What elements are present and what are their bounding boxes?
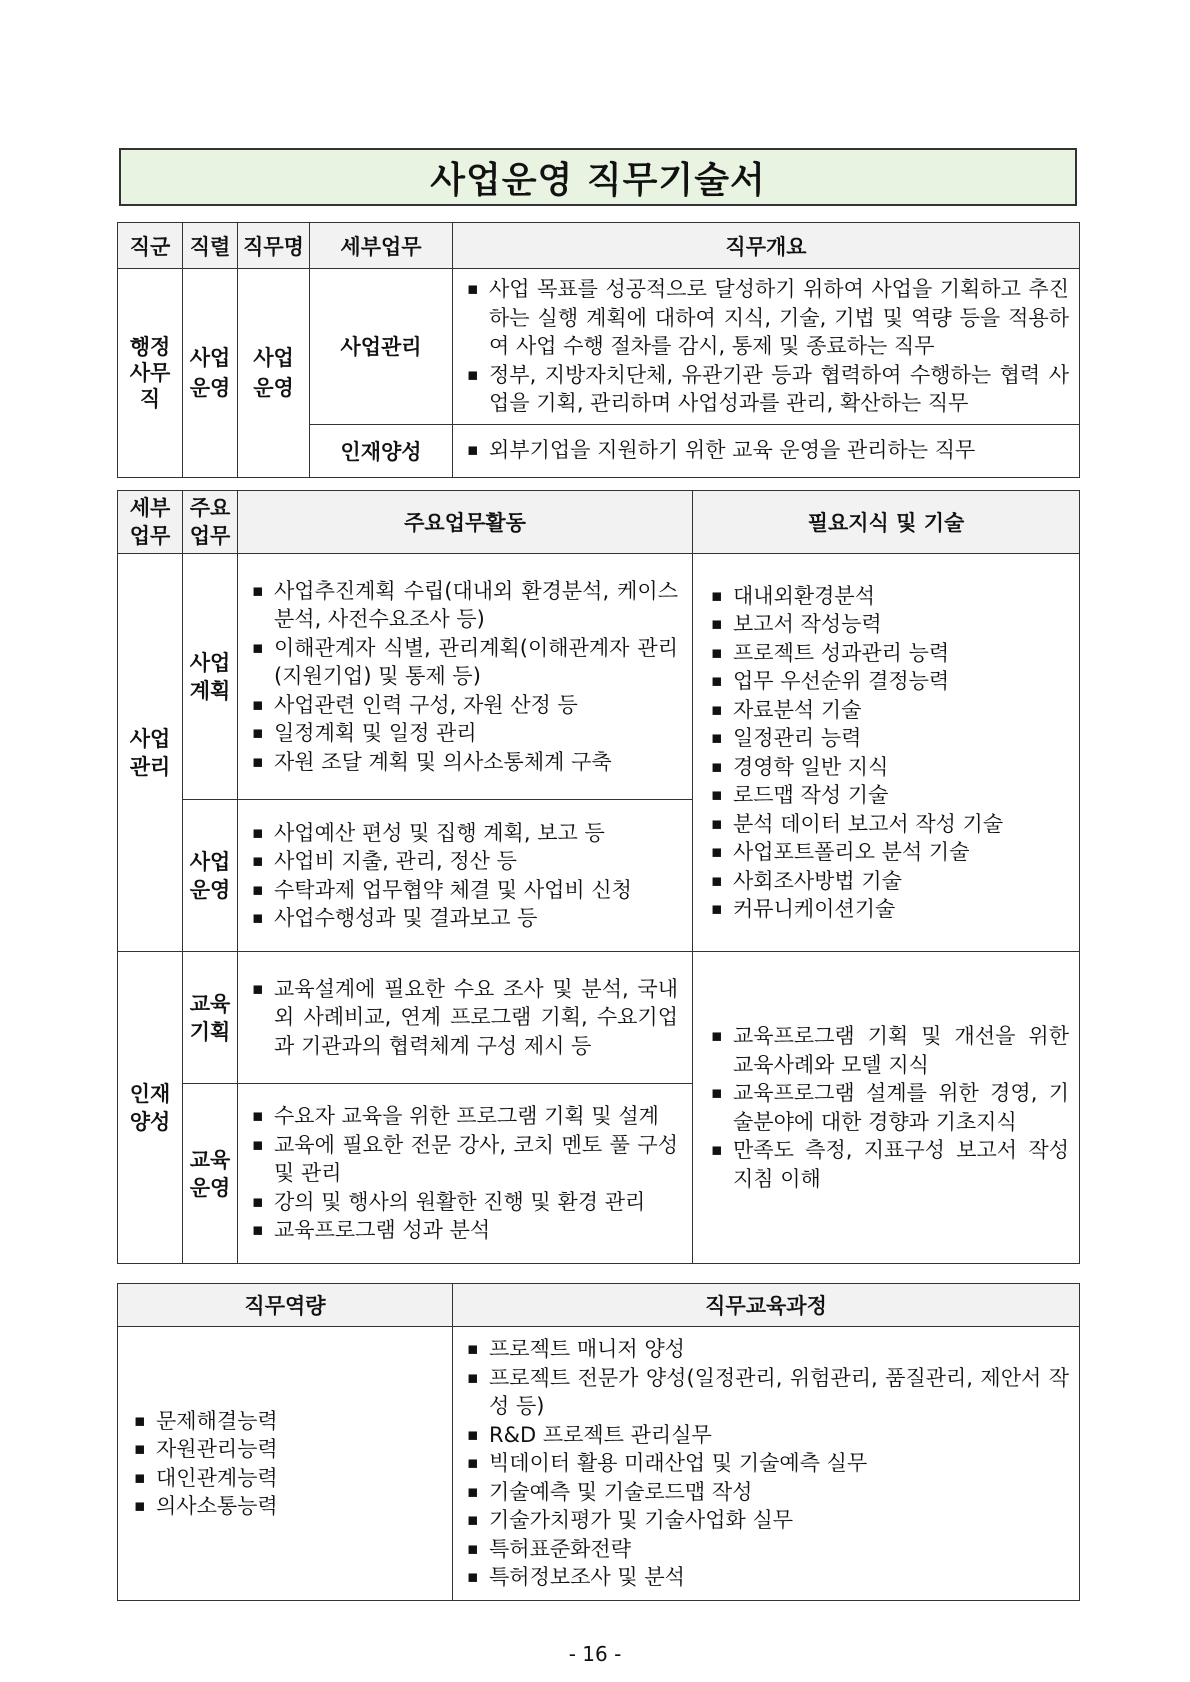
list-item: ▪ 프로젝트 매니저 양성 bbox=[463, 1335, 1069, 1364]
list-item: ▪ 교육에 필요한 전문 강사, 코치 멘토 풀 구성 및 관리 bbox=[248, 1131, 678, 1188]
activities-cell bbox=[238, 952, 693, 1084]
header-main-task: 주요 업무 bbox=[183, 491, 238, 554]
header-activities: 주요업무활동 bbox=[238, 491, 693, 554]
job-activities-table bbox=[117, 490, 1080, 1264]
page-number: - 16 - bbox=[568, 1642, 622, 1666]
list-item: ▪ 정부, 지방자치단체, 유관기관 등과 협력하여 수행하는 협력 사업을 기획, 관리하며 사업성과를 관리, 확산하는 직무 bbox=[463, 361, 1069, 418]
list-item: ▪ 로드맵 작성 기술 bbox=[707, 781, 1069, 810]
list-item: ▪ 대인관계능력 bbox=[130, 1464, 442, 1493]
list-item: ▪ 특허정보조사 및 분석 bbox=[463, 1563, 1069, 1592]
main-task-cell: 사업 계획 bbox=[183, 554, 238, 800]
detail-task-cell: 사업 관리 bbox=[118, 554, 183, 952]
list-item: ▪ 업무 우선순위 결정능력 bbox=[707, 667, 1069, 696]
header-job: 직무명 bbox=[238, 223, 310, 269]
list-item: ▪ 수요자 교육을 위한 프로그램 기획 및 설계 bbox=[248, 1102, 678, 1131]
header-knowledge: 필요지식 및 기술 bbox=[693, 491, 1080, 554]
list-item: ▪ 일정계획 및 일정 관리 bbox=[248, 719, 678, 748]
list-item: ▪ 대내외환경분석 bbox=[707, 582, 1069, 611]
activities-cell bbox=[238, 800, 693, 952]
list-item: ▪ 분석 데이터 보고서 작성 기술 bbox=[707, 810, 1069, 839]
header-detail-task: 세부 업무 bbox=[118, 491, 183, 554]
header-group: 직군 bbox=[118, 223, 183, 269]
list-item: ▪ 사업수행성과 및 결과보고 등 bbox=[248, 904, 678, 933]
knowledge-cell bbox=[693, 554, 1080, 952]
header-overview: 직무개요 bbox=[453, 223, 1080, 269]
list-item: ▪ 사업예산 편성 및 집행 계획, 보고 등 bbox=[248, 819, 678, 848]
job-overview-table bbox=[117, 222, 1080, 478]
list-item: ▪ 만족도 측정, 지표구성 보고서 작성 지침 이해 bbox=[707, 1136, 1069, 1193]
header-series: 직렬 bbox=[183, 223, 238, 269]
detail-task-cell: 인재 양성 bbox=[118, 952, 183, 1264]
list-item: ▪ 사업관련 인력 구성, 자원 산정 등 bbox=[248, 691, 678, 720]
list-item: ▪ 경영학 일반 지식 bbox=[707, 753, 1069, 782]
knowledge-cell bbox=[693, 952, 1080, 1264]
document-title: 사업운영 직무기술서 bbox=[430, 159, 766, 201]
activities-cell bbox=[238, 1084, 693, 1264]
job-name: 사업 운영 bbox=[253, 345, 294, 400]
list-item: ▪ 강의 및 행사의 원활한 진행 및 환경 관리 bbox=[248, 1188, 678, 1217]
list-item: ▪ 이해관계자 식별, 관리계획(이해관계자 관리(지원기업) 및 통제 등) bbox=[248, 634, 678, 691]
list-item: ▪ 교육설계에 필요한 수요 조사 및 분석, 국내외 사례비교, 연계 프로그램 기획, 수요기업과 기관과의 협력체계 구성 제시 등 bbox=[248, 975, 678, 1061]
courses-cell bbox=[453, 1327, 1080, 1601]
job-name-cell bbox=[238, 269, 310, 478]
list-item: ▪ 사업포트폴리오 분석 기술 bbox=[707, 838, 1069, 867]
list-item: ▪ 자원 조달 계획 및 의사소통체계 구축 bbox=[248, 748, 678, 777]
main-task-cell: 교육 기획 bbox=[183, 952, 238, 1084]
list-item: ▪ 기술가치평가 및 기술사업화 실무 bbox=[463, 1506, 1069, 1535]
overview-talent-development bbox=[453, 424, 1080, 477]
document-title-box bbox=[119, 148, 1077, 206]
overview-project-management bbox=[453, 269, 1080, 425]
list-item: ▪ 자원관리능력 bbox=[130, 1435, 442, 1464]
list-item: ▪ 의사소통능력 bbox=[130, 1492, 442, 1521]
list-item: ▪ 문제해결능력 bbox=[130, 1407, 442, 1436]
job-group: 행정 사무 직 bbox=[129, 334, 171, 411]
list-item: ▪ 빅데이터 활용 미래산업 및 기술예측 실무 bbox=[463, 1449, 1069, 1478]
job-series: 사업 운영 bbox=[189, 345, 231, 400]
list-item: ▪ 교육프로그램 기획 및 개선을 위한 교육사례와 모델 지식 bbox=[707, 1022, 1069, 1079]
job-series-cell bbox=[183, 269, 238, 478]
competency-cell bbox=[118, 1327, 453, 1601]
list-item: ▪ 자료분석 기술 bbox=[707, 696, 1069, 725]
list-item: ▪ 사회조사방법 기술 bbox=[707, 867, 1069, 896]
list-item: ▪ 일정관리 능력 bbox=[707, 724, 1069, 753]
list-item: ▪ 기술예측 및 기술로드맵 작성 bbox=[463, 1478, 1069, 1507]
task-project-management: 사업관리 bbox=[310, 269, 453, 425]
list-item: ▪ 교육프로그램 설계를 위한 경영, 기술분야에 대한 경향과 기초지식 bbox=[707, 1079, 1069, 1136]
header-courses: 직무교육과정 bbox=[453, 1284, 1080, 1327]
list-item: ▪ 프로젝트 성과관리 능력 bbox=[707, 639, 1069, 668]
competency-table bbox=[117, 1283, 1080, 1601]
list-item: ▪ R&D 프로젝트 관리실무 bbox=[463, 1421, 1069, 1450]
main-task-cell: 사업 운영 bbox=[183, 800, 238, 952]
main-task-cell: 교육 운영 bbox=[183, 1084, 238, 1264]
list-item: ▪ 사업비 지출, 관리, 정산 등 bbox=[248, 847, 678, 876]
list-item: ▪ 커뮤니케이션기술 bbox=[707, 895, 1069, 924]
list-item: ▪ 프로젝트 전문가 양성(일정관리, 위험관리, 품질관리, 제안서 작성 등) bbox=[463, 1364, 1069, 1421]
list-item: ▪ 교육프로그램 성과 분석 bbox=[248, 1216, 678, 1245]
header-competency: 직무역량 bbox=[118, 1284, 453, 1327]
job-group-cell bbox=[118, 269, 183, 478]
header-task: 세부업무 bbox=[310, 223, 453, 269]
list-item: ▪ 외부기업을 지원하기 위한 교육 운영을 관리하는 직무 bbox=[463, 436, 1069, 465]
list-item: ▪ 보고서 작성능력 bbox=[707, 610, 1069, 639]
list-item: ▪ 수탁과제 업무협약 체결 및 사업비 신청 bbox=[248, 876, 678, 905]
list-item: ▪ 특허표준화전략 bbox=[463, 1535, 1069, 1564]
list-item: ▪ 사업 목표를 성공적으로 달성하기 위하여 사업을 기획하고 추진하는 실행 계획에 대하여 지식, 기술, 기법 및 역량 등을 적용하여 사업 수행 절차를 감시, 통제 및 종료하는 직무 bbox=[463, 275, 1069, 361]
list-item: ▪ 사업추진계획 수립(대내외 환경분석, 케이스 분석, 사전수요조사 등) bbox=[248, 577, 678, 634]
activities-cell bbox=[238, 554, 693, 800]
task-talent-development: 인재양성 bbox=[310, 424, 453, 477]
